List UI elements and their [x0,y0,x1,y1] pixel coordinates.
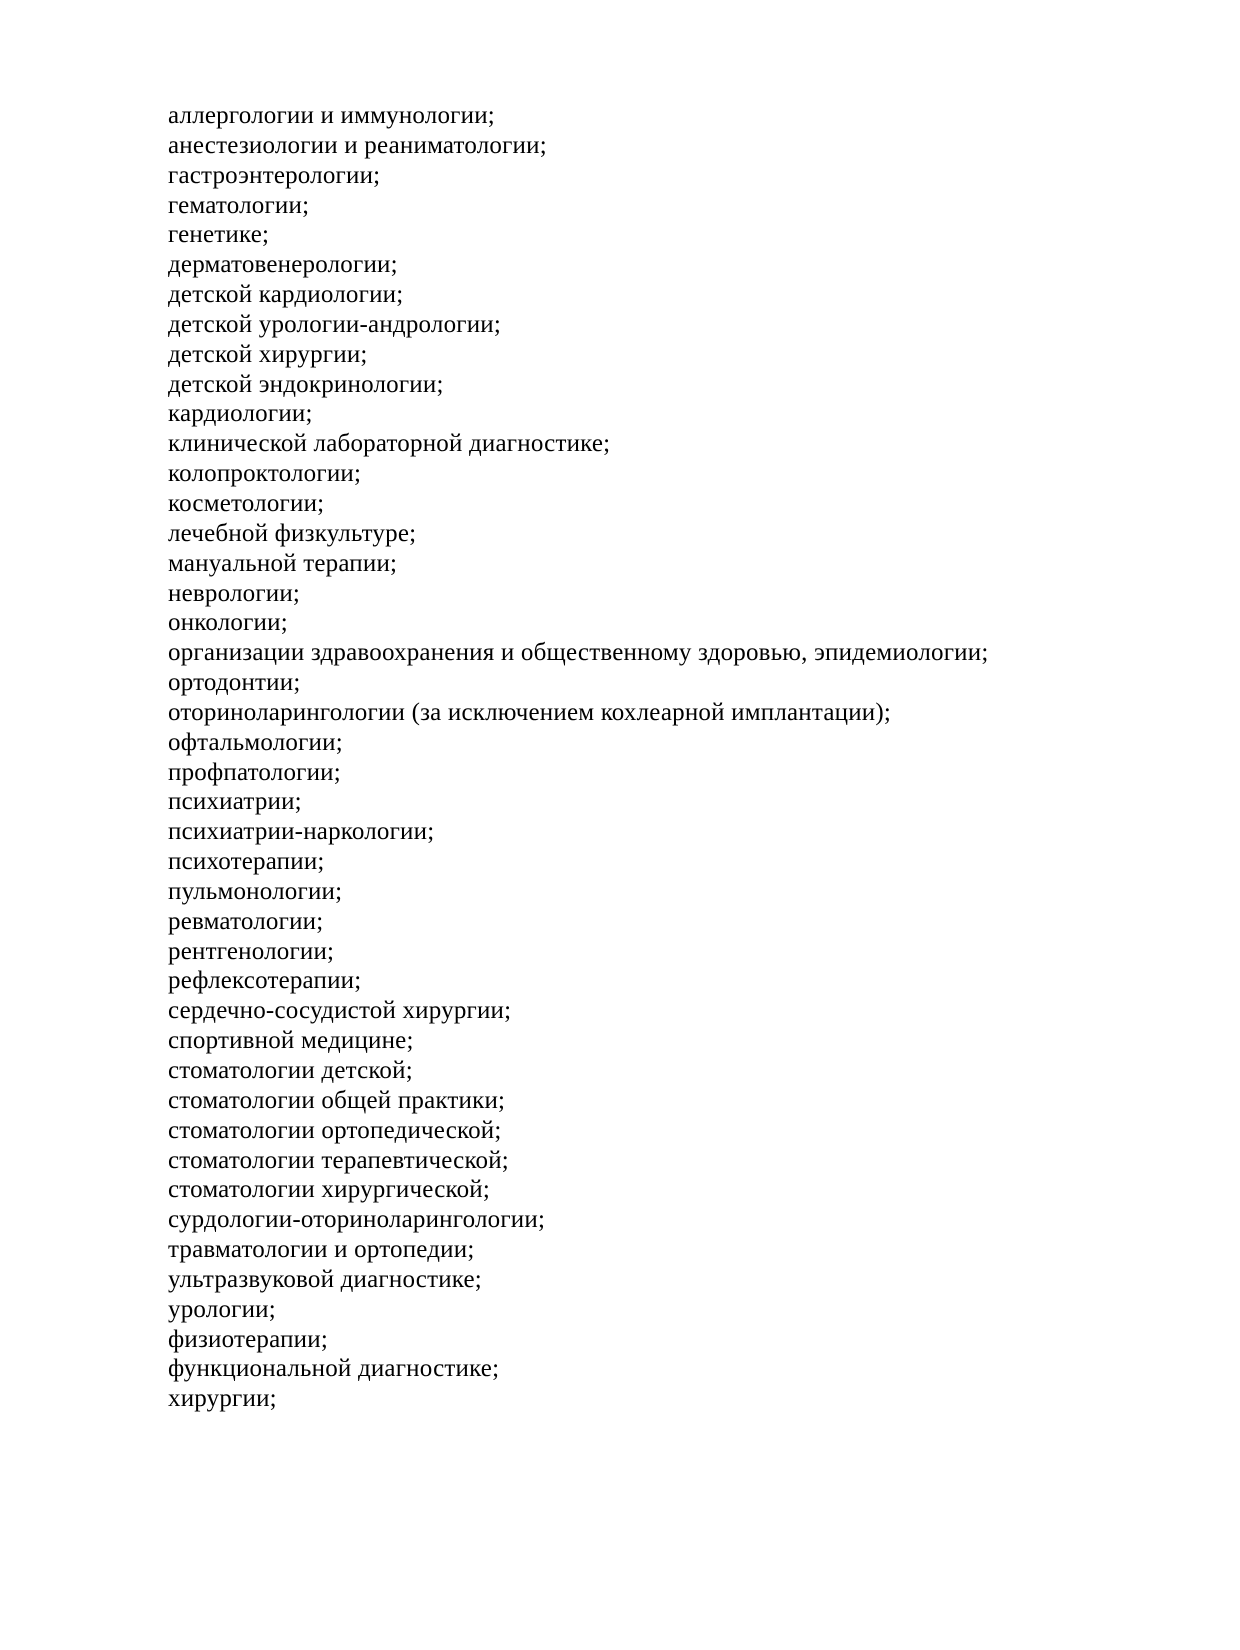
list-item: мануальной терапии; [168,549,398,577]
list-item: травматологии и ортопедии; [168,1236,475,1264]
list-item: дерматовенерологии; [168,251,398,279]
list-item: ультразвуковой диагностике; [168,1265,482,1293]
list-item: кардиологии; [168,400,313,428]
list-item: психотерапии; [168,848,325,876]
list-item: сурдологии-оториноларингологии; [168,1206,546,1234]
list-item: рефлексотерапии; [168,967,362,995]
list-item: косметологии; [168,489,325,517]
list-item: функциональной диагностике; [168,1355,500,1383]
list-item: хирургии; [168,1385,277,1413]
list-item: психиатрии-наркологии; [168,818,435,846]
list-item: спортивной медицине; [168,1027,414,1055]
list-item: колопроктологии; [168,460,362,488]
list-item: стоматологии хирургической; [168,1176,490,1204]
list-item: стоматологии ортопедической; [168,1116,502,1144]
list-item: детской урологии-андрологии; [168,310,502,338]
list-item: физиотерапии; [168,1325,328,1353]
list-item: детской хирургии; [168,340,368,368]
list-item: стоматологии общей практики; [168,1086,506,1114]
list-item: неврологии; [168,579,301,607]
list-item: психиатрии; [168,788,302,816]
list-item: лечебной физкультуре; [168,519,417,547]
list-item: гематологии; [168,191,310,219]
list-item: детской эндокринологии; [168,370,444,398]
list-item: аллергологии и иммунологии; [168,102,495,129]
list-item: урологии; [168,1295,276,1323]
list-item: сердечно-сосудистой хирургии; [168,997,512,1025]
list-item: генетике; [168,221,270,249]
list-item: детской кардиологии; [168,281,404,309]
list-item: оториноларингологии (за исключением кохлеарной имплантации); [168,698,892,726]
list-item: организации здравоохранения и общественному здоровью, эпидемиологии; [168,639,989,667]
list-item: офтальмологии; [168,728,343,756]
list-item: ортодонтии; [168,669,301,697]
list-item: анестезиологии и реаниматологии; [168,131,547,159]
list-item: гастроэнтерологии; [168,161,381,189]
list-item: пульмонологии; [168,877,343,905]
list-item: стоматологии терапевтической; [168,1146,509,1174]
list-item: стоматологии детской; [168,1057,413,1084]
specialty-list [168,101,1168,1414]
list-item: рентгенологии; [168,937,335,965]
list-item: онкологии; [168,609,288,637]
list-item: клинической лабораторной диагностике; [168,430,611,458]
list-item: профпатологии; [168,758,341,786]
list-item: ревматологии; [168,907,324,935]
